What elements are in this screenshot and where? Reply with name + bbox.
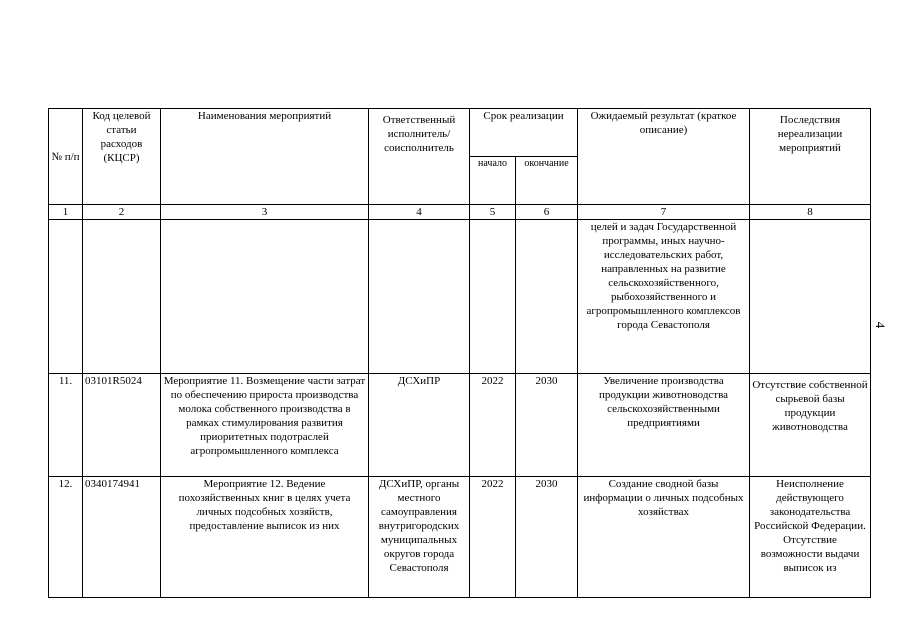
row-name: Мероприятие 11. Возмещение части затрат по обеспечению прироста производства молока собственного производства в рамках стимулирования развития приоритетных подотраслей агропромышленного комплекса [161,374,369,477]
row-responsible [369,220,470,374]
row-responsible: ДСХиПР, органы местного самоуправления внутригородских муниципальных округов города Севастополя [369,477,470,598]
row-end: 2030 [516,477,578,598]
column-number: 7 [578,205,750,220]
row-num: 11. [49,374,83,477]
row-num [49,220,83,374]
row-start [470,220,516,374]
header-row [49,109,871,157]
row-code: 03101R5024 [83,374,161,477]
header-term: Срок реализации [470,109,578,157]
measures-table [48,108,871,598]
header-num: № п/п [49,109,83,205]
row-end: 2030 [516,374,578,477]
column-number: 4 [369,205,470,220]
header-consequence: Последствия нереализации мероприятий [750,109,871,205]
page-number: 4 [873,321,888,329]
row-end [516,220,578,374]
table-row [49,374,871,477]
header-name: Наименования мероприятий [161,109,369,205]
row-responsible: ДСХиПР [369,374,470,477]
row-code: 0340174941 [83,477,161,598]
column-number: 2 [83,205,161,220]
column-number: 1 [49,205,83,220]
header-responsible: Ответственный исполнитель/ соисполнитель [369,109,470,205]
row-name [161,220,369,374]
row-code [83,220,161,374]
table-row [49,220,871,374]
header-start: начало [470,157,516,205]
header-result: Ожидаемый результат (краткое описание) [578,109,750,205]
row-consequence: Отсутствие собственной сырьевой базы продукции животноводства [750,374,871,477]
header-end: окончание [516,157,578,205]
column-number: 6 [516,205,578,220]
row-result: целей и задач Государственной программы, иных научно-исследовательских работ, направленных на развитие сельскохозяйственного, рыбохозяйственного и агропромышленного комплексов города Севастополя [578,220,750,374]
header-code: Код целевой статьи расходов (КЦСР) [83,109,161,205]
row-result: Увеличение производства продукции животноводства сельскохозяйственными предприятиями [578,374,750,477]
row-name: Мероприятие 12. Ведение похозяйственных книг в целях учета личных подсобных хозяйств, предоставление выписок из них [161,477,369,598]
column-numbers-row [49,205,871,220]
row-consequence [750,220,871,374]
column-number: 8 [750,205,871,220]
row-consequence: Неисполнение действующего законодательства Российской Федерации. Отсутствие возможности выдачи выписок из [750,477,871,598]
row-num: 12. [49,477,83,598]
column-number: 5 [470,205,516,220]
row-start: 2022 [470,374,516,477]
row-result: Создание сводной базы информации о личных подсобных хозяйствах [578,477,750,598]
column-number: 3 [161,205,369,220]
row-start: 2022 [470,477,516,598]
table-row [49,477,871,598]
